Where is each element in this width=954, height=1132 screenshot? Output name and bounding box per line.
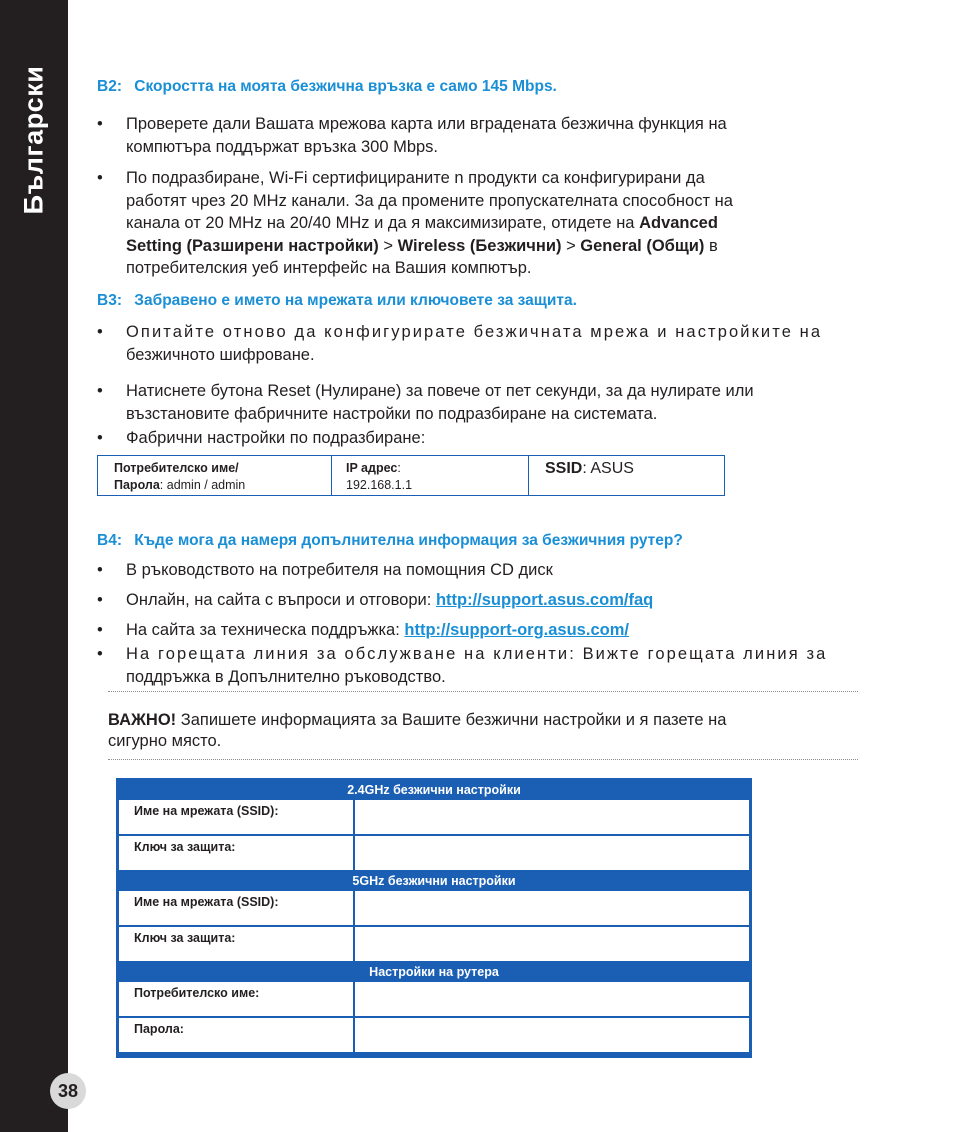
support-link[interactable]: http://support-org.asus.com/ bbox=[404, 621, 629, 639]
menu-path-wireless: Wireless (Безжични) bbox=[397, 236, 562, 255]
sidebar-language-label: Български bbox=[18, 65, 49, 215]
list-item-line: Натиснете бутона Reset (Нулиране) за повече от пет секунди, за да нулирате или bbox=[126, 382, 754, 400]
list-item-line: работят чрез 20 MHz канали. За да промените пропускателната способност на bbox=[126, 191, 733, 210]
row-value-field bbox=[355, 800, 749, 834]
default-settings-table bbox=[97, 455, 725, 496]
ip-label: IP адрес bbox=[346, 461, 398, 475]
bullet-icon: • bbox=[97, 645, 103, 663]
section-title: 2.4GHz безжични настройки bbox=[347, 783, 521, 797]
section-title: Настройки на рутера bbox=[369, 965, 499, 979]
question-title: Къде мога да намеря допълнителна информация за безжичния рутер? bbox=[134, 532, 683, 549]
section-title: 5GHz безжични настройки bbox=[352, 874, 516, 888]
bullet-icon: • bbox=[97, 169, 103, 187]
question-number: В2: bbox=[97, 78, 122, 95]
table-row bbox=[119, 982, 749, 1016]
table-row bbox=[119, 800, 749, 834]
bullet-icon: • bbox=[97, 323, 103, 341]
menu-path-advanced-setting: Setting (Разширени настройки) bbox=[126, 236, 379, 255]
wireless-settings-table bbox=[116, 778, 752, 1058]
table-row bbox=[119, 927, 749, 961]
question-title: Скоростта на моята безжична връзка е само 145 Mbps. bbox=[134, 78, 557, 95]
divider bbox=[108, 759, 858, 760]
list-item-line: безжичното шифроване. bbox=[126, 345, 315, 364]
bullet-icon: • bbox=[97, 115, 103, 133]
ssid-label: SSID bbox=[545, 460, 583, 477]
table-row bbox=[119, 891, 749, 925]
list-item-line: компютъра поддържат връзка 300 Mbps. bbox=[126, 137, 439, 156]
row-value-field bbox=[355, 1018, 749, 1052]
row-label: Парола: bbox=[119, 1018, 353, 1052]
menu-path-advanced: Advanced bbox=[639, 214, 718, 232]
bullet-icon: • bbox=[97, 591, 103, 609]
default-ip-cell: IP адрес: 192.168.1.1 bbox=[332, 456, 529, 495]
username-label: Потребителско име/ bbox=[114, 461, 239, 475]
row-label: Ключ за защита: bbox=[119, 836, 353, 870]
bullet-icon: • bbox=[97, 429, 103, 447]
list-item-line: потребителския уеб интерфейс на Вашия компютър. bbox=[126, 259, 532, 277]
row-value-field bbox=[355, 927, 749, 961]
question-number: В3: bbox=[97, 292, 122, 309]
list-item-line: На горещата линия за обслужване на клиенти: Вижте горещата линия за bbox=[126, 645, 828, 663]
list-item-line: Опитайте отново да конфигурирате безжичната мрежа и настройките на bbox=[126, 323, 823, 341]
list-item-line: Фабрични настройки по подразбиране: bbox=[126, 429, 426, 447]
list-item-line: възстановите фабричните настройки по подразбиране на системата. bbox=[126, 404, 658, 423]
list-item-line: канала от 20 MHz на 20/40 MHz и да я максимизирате, отидете на Advanced bbox=[126, 214, 718, 232]
credentials-value: : admin / admin bbox=[159, 478, 246, 492]
divider bbox=[108, 691, 858, 692]
question-b3-heading bbox=[97, 292, 577, 310]
row-label: Име на мрежата (SSID): bbox=[119, 891, 353, 925]
question-b2-heading bbox=[97, 78, 557, 96]
list-item-line: По подразбиране, Wi-Fi сертифицираните n продукти са конфигурирани да bbox=[126, 169, 705, 187]
question-number: В4: bbox=[97, 532, 122, 549]
question-b4-heading bbox=[97, 532, 683, 550]
row-label: Ключ за защита: bbox=[119, 927, 353, 961]
row-value-field bbox=[355, 836, 749, 870]
row-value-field bbox=[355, 982, 749, 1016]
table-row bbox=[119, 1018, 749, 1052]
ssid-value: : ASUS bbox=[582, 460, 634, 477]
bullet-icon: • bbox=[97, 561, 103, 579]
bullet-icon: • bbox=[97, 621, 103, 639]
page-number: 38 bbox=[57, 1081, 79, 1101]
faq-link[interactable]: http://support.asus.com/faq bbox=[435, 591, 654, 609]
language-sidebar bbox=[0, 0, 68, 1132]
list-item-line: Setting (Разширени настройки) > Wireless (Безжични) > General (Общи) в bbox=[126, 236, 718, 255]
ip-value: 192.168.1.1 bbox=[346, 478, 413, 492]
question-title: Забравено е името на мрежата или ключовете за защита. bbox=[134, 292, 577, 309]
row-value-field bbox=[355, 891, 749, 925]
important-note: ВАЖНО! Запишете информацията за Вашите безжични настройки и я пазете на сигурно място. bbox=[108, 711, 727, 750]
bullet-icon: • bbox=[97, 382, 103, 400]
default-ssid-cell bbox=[529, 456, 724, 495]
row-label: Потребителско име: bbox=[119, 982, 353, 1016]
list-item-line: поддръжка в Допълнително ръководство. bbox=[126, 667, 446, 686]
list-item-line: В ръководството на потребителя на помощния CD диск bbox=[126, 561, 553, 579]
menu-path-general: General (Общи) bbox=[580, 236, 705, 255]
default-credentials-cell bbox=[98, 456, 332, 495]
table-row bbox=[119, 836, 749, 870]
important-label: ВАЖНО! bbox=[108, 711, 177, 729]
row-label: Име на мрежата (SSID): bbox=[119, 800, 353, 834]
password-label: Парола bbox=[114, 478, 160, 492]
list-item-line: Проверете дали Вашата мрежова карта или вградената безжична функция на bbox=[126, 115, 727, 133]
